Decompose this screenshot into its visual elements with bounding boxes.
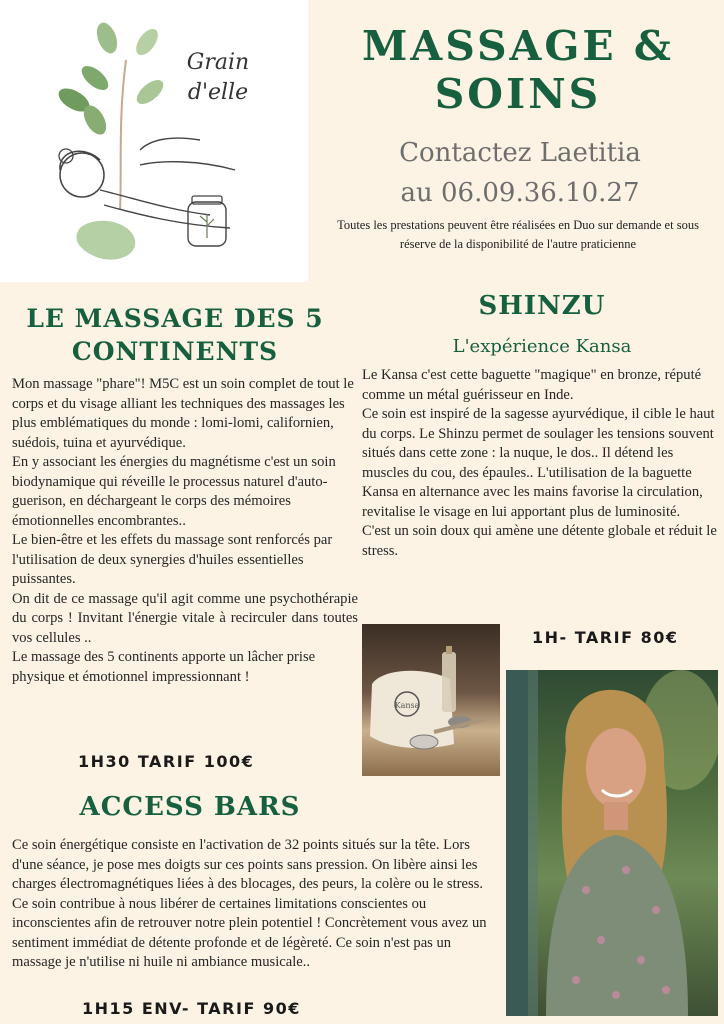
duo-note: Toutes les prestations peuvent être réalisées en Duo sur demande et sous réserve de la disponibilité de l'autre praticienne <box>337 218 699 251</box>
continents-paragraph: Le massage des 5 continents apporte un lâcher prise physique et émotionnel impressionnant ! <box>12 649 316 685</box>
kansa-photo <box>362 624 500 776</box>
contact-name: Contactez Laetitia <box>399 138 641 168</box>
continents-paragraph: On dit de ce massage qu'il agit comme une psychothérapie du corps ! Invitant l'énergie vitale à recirculer dans toutes vos cellules .. <box>12 590 358 646</box>
contact-phone: au 06.09.36.10.27 <box>400 178 640 208</box>
shinzu-subtitle: L'expérience Kansa <box>452 336 632 357</box>
logo-line-1: Grain <box>186 50 250 75</box>
shinzu-price: 1H- TARIF 80€ <box>532 628 679 647</box>
title-line-2: SOINS <box>434 70 602 118</box>
shinzu-description <box>362 366 718 561</box>
logo-text <box>168 48 268 108</box>
continents-description <box>12 375 358 687</box>
kansa-bag-label: Kansa <box>394 701 420 710</box>
continents-paragraph: Mon massage "phare"! M5C est un soin complet de tout le corps et du visage alliant les techniques des massages les plus emblématiques du monde : lomi-lomi, californien, suédois, tuina et ayurvédique. <box>12 376 354 451</box>
continents-title-line-1: LE MASSAGE DES 5 <box>26 304 324 333</box>
portrait-photo <box>506 670 718 1016</box>
shinzu-title: SHINZU <box>478 291 606 321</box>
continents-title <box>10 302 340 368</box>
access-bars-description <box>12 836 500 973</box>
continents-paragraph: En y associant les énergies du magnétisme c'est un soin biodynamique qui réveille le processus naturel d'auto-guerison, en déchargeant le corps des mémoires émotionnelles encombrantes.. <box>12 454 336 529</box>
logo-panel <box>0 0 308 282</box>
shinzu-paragraph: Le Kansa c'est cette baguette "magique" en bronze, réputé comme un métal guérisseur en Inde. <box>362 367 702 403</box>
continents-price: 1H30 TARIF 100€ <box>78 752 255 771</box>
page-title <box>318 22 718 118</box>
continents-paragraph: Le bien-être et les effets du massage sont renforcés par l'utilisation de deux synergies d'huiles essentielles puissantes. <box>12 532 333 587</box>
access-bars-text: Ce soin énergétique consiste en l'activation de 32 points situés sur la tête. Lors d'une séance, je pose mes doigts sur ces points sans pression. On libère ainsi les charges électromagnétiques liées à des blocages, des peurs, la colère ou le stress. Ce soin contribue à nous libérer de certaines limitations conscientes ou inconscientes afin de retrouver notre plein potentiel ! Concrètement vous avez un sentiment immédiat de détente profonde et de légèreté. Ce soin n'est pas un massage je n'utilise ni huile ni ambiance musicale.. <box>12 837 487 970</box>
shinzu-paragraph: Ce soin est inspiré de la sagesse ayurvédique, il cible le haut du corps. Le Shinzu permet de soulager les tensions souvent situés dans cette zone : la nuque, le dos.. Il détend les muscles du cou, des épaules.. L'utilisation de la baguette Kansa en alternance avec les mains favorise la circulation, revitalise le visage en lui apportant plus de luminosité. <box>362 406 715 520</box>
logo-line-2: d'elle <box>187 80 249 105</box>
shinzu-paragraph: C'est un soin doux qui amène une détente globale et réduit le stress. <box>362 523 717 559</box>
access-bars-price: 1H15 ENV- TARIF 90€ <box>82 999 301 1018</box>
continents-title-line-2: CONTINENTS <box>71 337 279 366</box>
logo-illustration <box>0 0 308 282</box>
contact-info <box>330 133 710 213</box>
title-line-1: MASSAGE & <box>362 22 674 70</box>
access-bars-title: ACCESS BARS <box>79 792 301 822</box>
